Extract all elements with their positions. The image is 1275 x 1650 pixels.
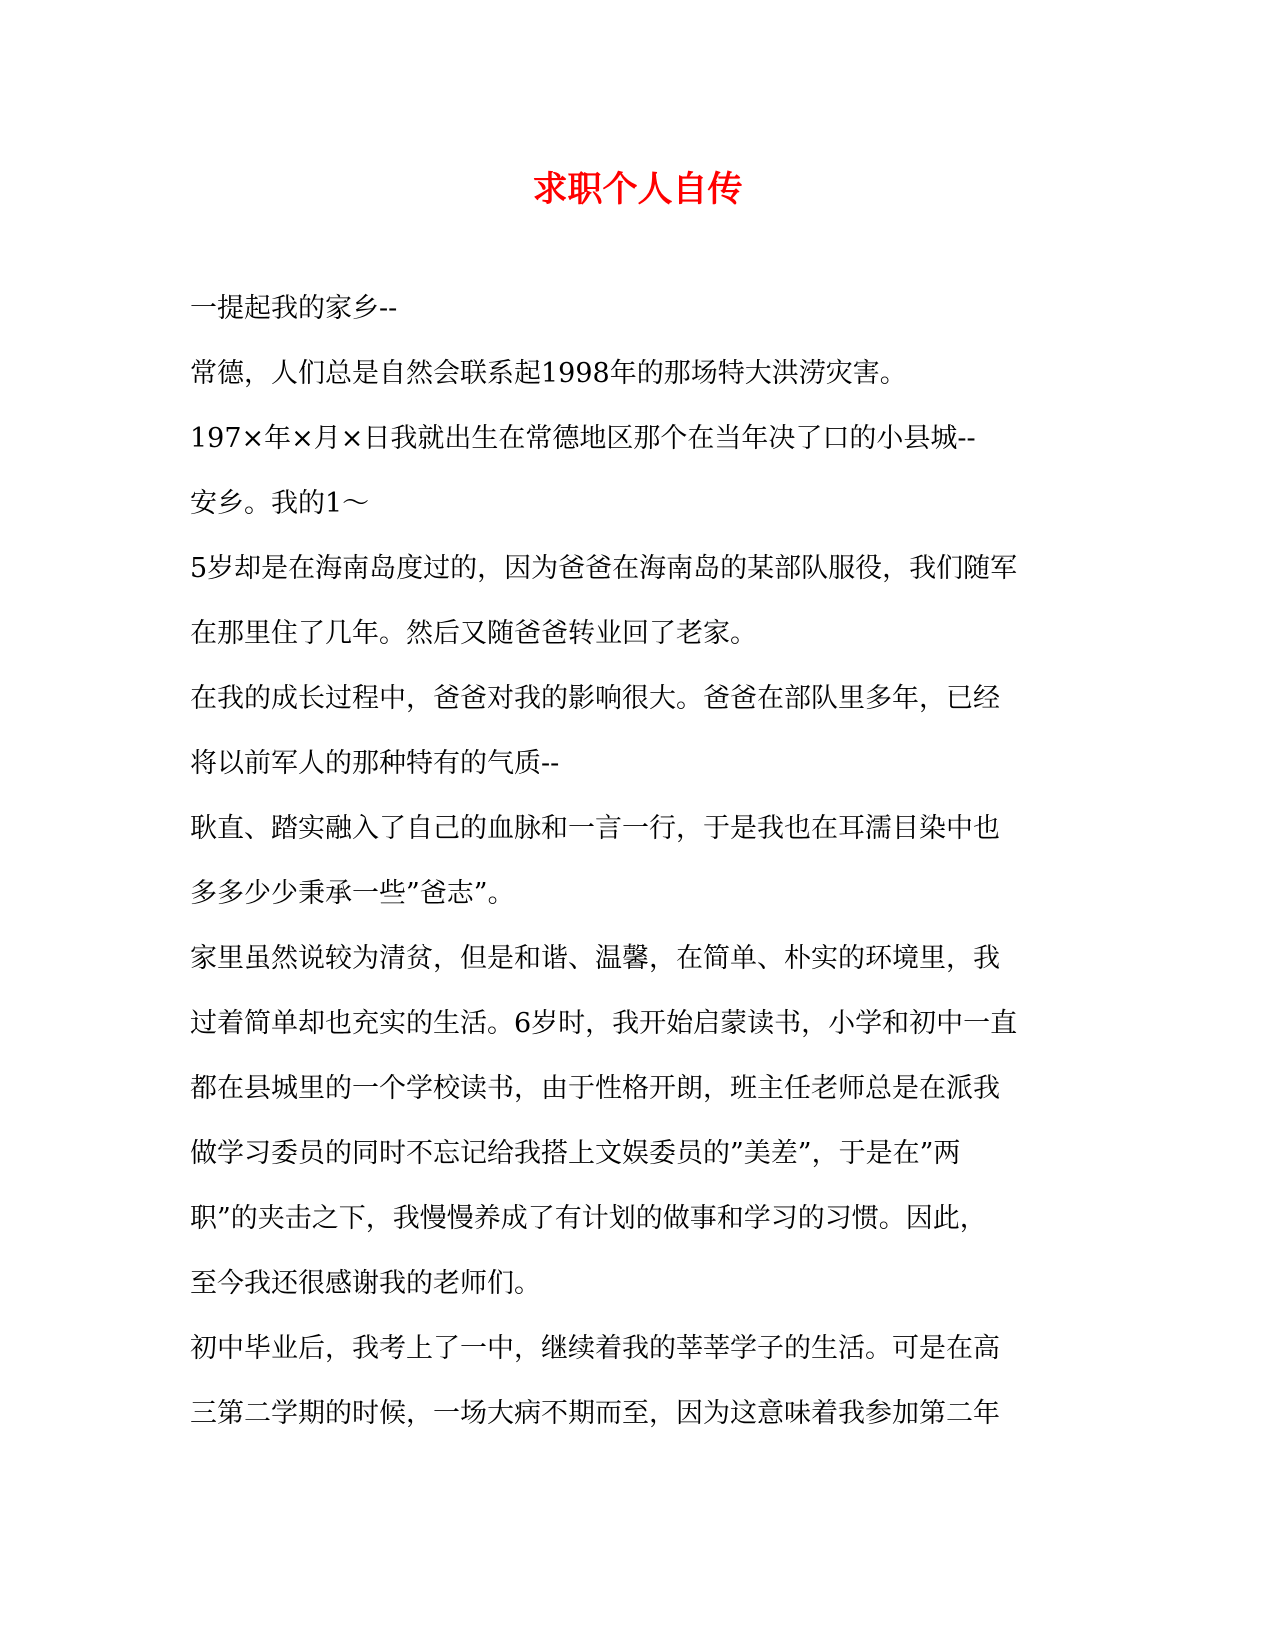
- body-line: 多多少少秉承一些”爸志”。: [190, 878, 515, 909]
- body-line: 197×年×月×日我就出生在常德地区那个在当年决了口的小县城--: [190, 423, 976, 454]
- body-line: 常德，人们总是自然会联系起1998年的那场特大洪涝灾害。: [190, 358, 907, 389]
- body-line: 至今我还很感谢我的老师们。: [190, 1268, 541, 1299]
- body-line: 职”的夹击之下，我慢慢养成了有计划的做事和学习的习惯。因此，: [190, 1203, 987, 1234]
- body-line: 初中毕业后，我考上了一中，继续着我的莘莘学子的生活。可是在高: [190, 1333, 1000, 1364]
- body-line: 安乡。我的1～: [190, 488, 370, 519]
- body-line: 一提起我的家乡--: [190, 293, 398, 324]
- body-line: 都在县城里的一个学校读书，由于性格开朗，班主任老师总是在派我: [190, 1073, 1000, 1104]
- body-line: 过着简单却也充实的生活。6岁时，我开始启蒙读书，小学和初中一直: [190, 1008, 1018, 1039]
- document-body: [190, 286, 1090, 1456]
- body-line: 5岁却是在海南岛度过的，因为爸爸在海南岛的某部队服役，我们随军: [190, 553, 1018, 584]
- body-line: 家里虽然说较为清贫，但是和谐、温馨，在简单、朴实的环境里，我: [190, 943, 1000, 974]
- document-title: 求职个人自传: [532, 169, 743, 210]
- body-line: 做学习委员的同时不忘记给我搭上文娱委员的”美差”，于是在”两: [190, 1138, 961, 1169]
- body-line: 将以前军人的那种特有的气质--: [190, 748, 560, 779]
- body-line: 在我的成长过程中，爸爸对我的影响很大。爸爸在部队里多年，已经: [190, 683, 1000, 714]
- body-line: 三第二学期的时候，一场大病不期而至，因为这意味着我参加第二年: [190, 1398, 1000, 1429]
- body-line: 在那里住了几年。然后又随爸爸转业回了老家。: [190, 618, 757, 649]
- body-line: 耿直、踏实融入了自己的血脉和一言一行，于是我也在耳濡目染中也: [190, 813, 1000, 844]
